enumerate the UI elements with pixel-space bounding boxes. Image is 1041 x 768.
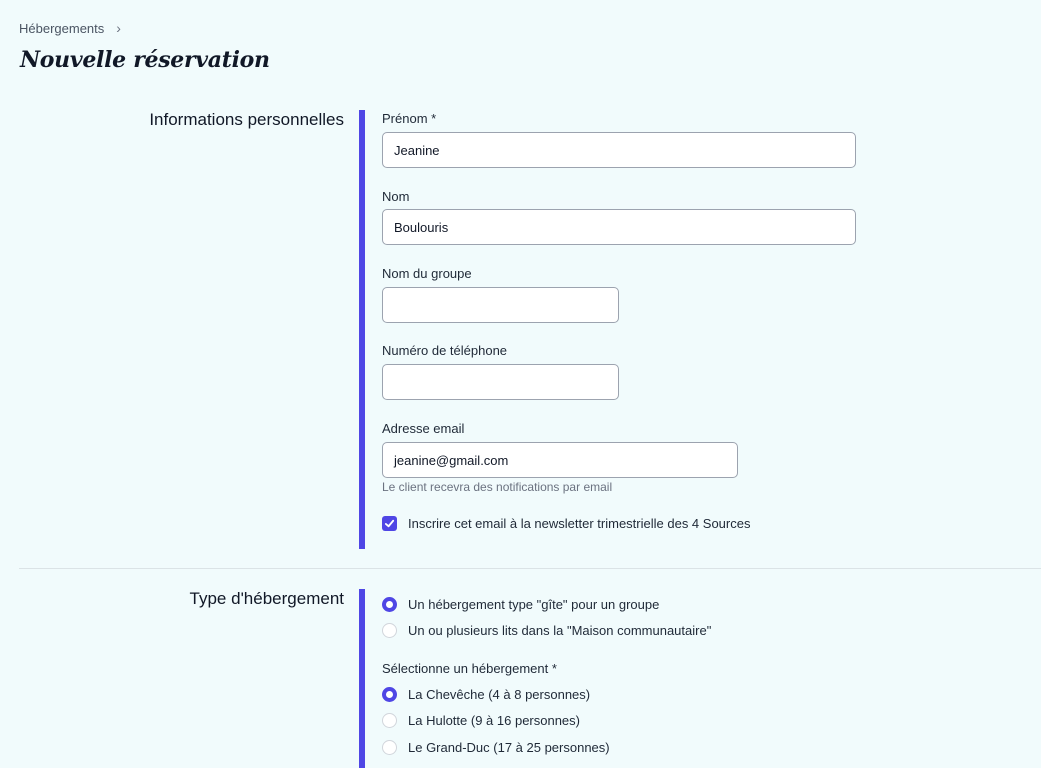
phone-label: Numéro de téléphone	[382, 343, 508, 358]
type-option-label: Un hébergement type "gîte" pour un groupe	[408, 597, 660, 612]
first-name-input[interactable]: Jeanine	[382, 132, 856, 168]
section-accent-bar	[359, 110, 365, 549]
page-title: Nouvelle réservation	[20, 47, 270, 73]
group-name-input[interactable]	[382, 287, 619, 323]
accommodation-option-label: La Chevêche (4 à 8 personnes)	[408, 687, 591, 702]
email-input[interactable]: jeanine@gmail.com	[382, 442, 738, 478]
accommodation-option-cheveche[interactable]	[382, 687, 590, 702]
checkmark-icon	[384, 518, 395, 529]
email-help-text: Le client recevra des notifications par email	[382, 480, 613, 494]
email-label: Adresse email	[382, 421, 465, 436]
radio-unselected[interactable]	[382, 713, 397, 728]
radio-unselected[interactable]	[382, 623, 397, 638]
type-option-gite[interactable]	[382, 597, 659, 612]
newsletter-label: Inscrire cet email à la newsletter trimestrielle des 4 Sources	[408, 516, 751, 531]
breadcrumb	[19, 20, 121, 36]
section-title-personal: Informations personnelles	[149, 110, 344, 129]
newsletter-option[interactable]	[382, 516, 750, 531]
last-name-input[interactable]: Boulouris	[382, 209, 856, 245]
first-name-label: Prénom *	[382, 111, 437, 126]
breadcrumb-link-hebergements[interactable]: Hébergements	[19, 20, 105, 36]
radio-selected[interactable]	[382, 597, 397, 612]
accommodation-option-label: Le Grand-Duc (17 à 25 personnes)	[408, 740, 610, 755]
last-name-label: Nom	[382, 189, 410, 204]
type-option-label: Un ou plusieurs lits dans la "Maison communautaire"	[408, 623, 712, 638]
type-option-maison[interactable]	[382, 623, 711, 638]
phone-input[interactable]	[382, 364, 619, 400]
group-name-label: Nom du groupe	[382, 266, 472, 281]
newsletter-checkbox[interactable]	[382, 516, 397, 531]
accommodation-option-grand-duc[interactable]	[382, 740, 610, 755]
accommodation-option-hulotte[interactable]	[382, 713, 580, 728]
accommodation-select-label: Sélectionne un hébergement *	[382, 661, 557, 676]
radio-unselected[interactable]	[382, 740, 397, 755]
accommodation-option-label: La Hulotte (9 à 16 personnes)	[408, 713, 580, 728]
section-accent-bar	[359, 589, 365, 768]
chevron-right-icon: ›	[116, 20, 121, 36]
radio-selected[interactable]	[382, 687, 397, 702]
section-divider	[19, 568, 1041, 569]
section-title-accommodation: Type d'hébergement	[189, 589, 344, 608]
